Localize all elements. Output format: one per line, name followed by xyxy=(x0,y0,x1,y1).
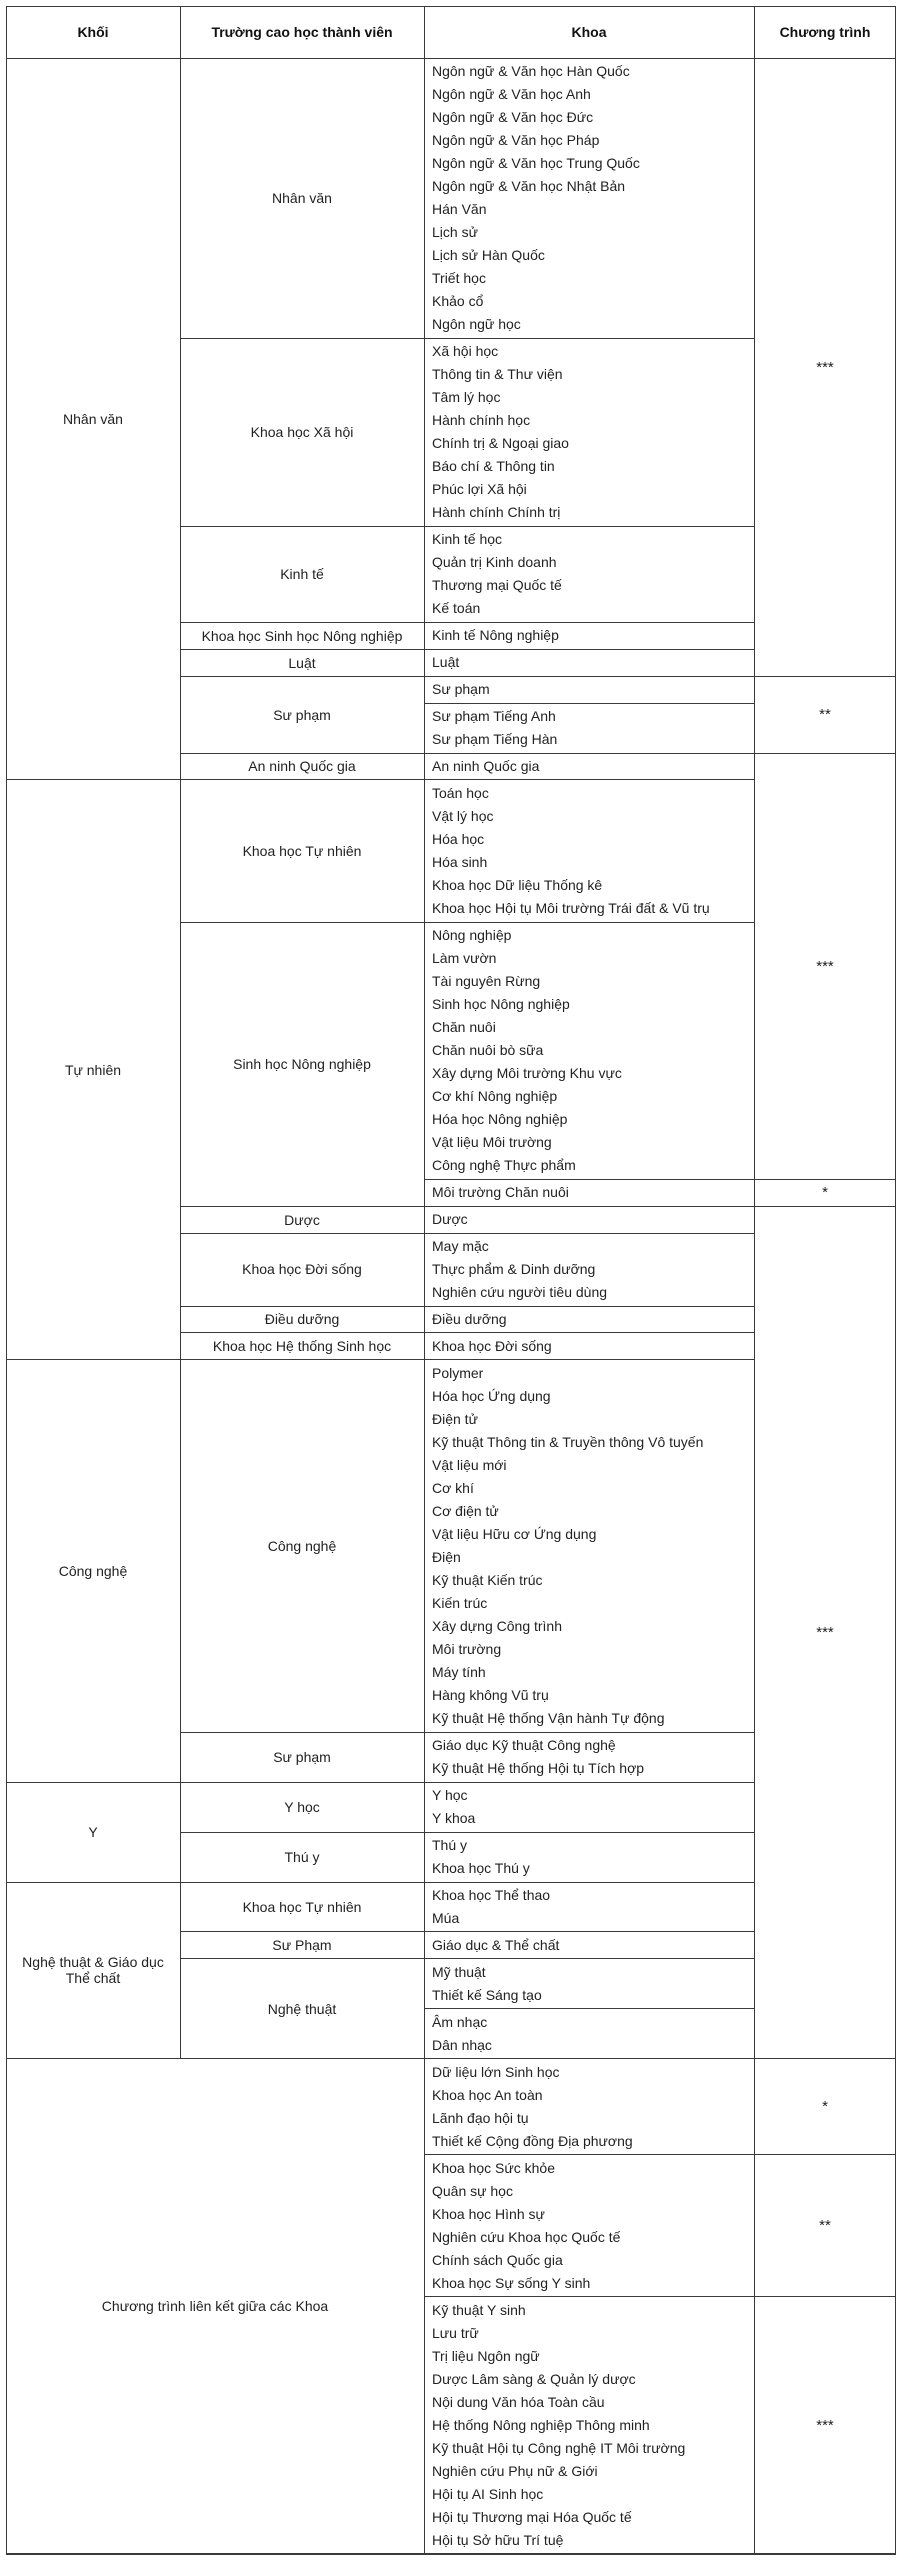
division-cell: Chương trình liên kết giữa các Khoa xyxy=(101,2298,329,2315)
department-item: Chính sách Quốc gia xyxy=(432,2251,563,2268)
department-item: Âm nhạc xyxy=(432,2013,488,2030)
program-cell: ** xyxy=(819,2217,831,2235)
department-item: Xây dựng Công trình xyxy=(432,1618,563,1635)
department-item: Hệ thống Nông nghiệp Thông minh xyxy=(432,2416,650,2433)
department-item: Dược Lâm sàng & Quản lý dược xyxy=(432,2370,636,2387)
department-item: Kinh tế Nông nghiệp xyxy=(432,627,559,644)
department-row-rule xyxy=(424,2008,754,2009)
department-item: Điện tử xyxy=(432,1410,478,1427)
department-row-rule xyxy=(424,1306,754,1307)
department-item: Kế toán xyxy=(432,600,481,617)
school-cell: Sư Phạm xyxy=(272,1937,332,1954)
department-item: Sư phạm Tiếng Hàn xyxy=(432,731,558,748)
department-item: Khoa học Đời sống xyxy=(432,1337,552,1354)
department-item: Thú y xyxy=(432,1837,468,1853)
school-cell: Sinh học Nông nghiệp xyxy=(233,1056,371,1073)
department-item: Chăn nuôi xyxy=(432,1019,496,1036)
program-cell: *** xyxy=(816,1623,834,1641)
department-item: Ngôn ngữ học xyxy=(432,316,521,333)
department-item: Kỹ thuật Y sinh xyxy=(432,2301,526,2318)
department-item: Ngôn ngữ & Văn học Pháp xyxy=(432,132,600,148)
department-item: Vật liệu Hữu cơ Ứng dụng xyxy=(432,1525,597,1542)
department-row-rule xyxy=(424,526,754,527)
department-item: Ngôn ngữ & Văn học Đức xyxy=(432,109,594,125)
department-item: Khoa học Thể thao xyxy=(432,1886,551,1903)
department-item: Múa xyxy=(432,1909,460,1926)
program-cell: *** xyxy=(816,358,834,376)
department-item: Hóa sinh xyxy=(432,853,488,870)
department-item: Khoa học Hội tụ Môi trường Trái đất & Vũ trụ xyxy=(432,900,710,916)
department-item: Ngôn ngữ & Văn học Hàn Quốc xyxy=(432,62,630,79)
department-item: Giáo dục Kỹ thuật Công nghệ xyxy=(432,1737,616,1754)
school-cell: Dược xyxy=(284,1211,320,1228)
header-khoa: Khoa xyxy=(571,24,607,40)
school-cell: Công nghệ xyxy=(267,1537,337,1554)
department-row-rule xyxy=(424,1882,754,1883)
department-item: Khoa học Sự sống Y sinh xyxy=(432,2274,591,2291)
division-cell: Tự nhiên xyxy=(64,1061,122,1078)
header-bottom-border xyxy=(6,58,896,59)
table-bottom-border xyxy=(6,2553,896,2554)
school-cell: Điều dưỡng xyxy=(264,1311,340,1328)
department-item: Hành chính học xyxy=(432,412,531,429)
table-left-border xyxy=(6,6,7,2554)
division-cell: Nhân văn xyxy=(63,410,123,427)
department-item: Cơ khí xyxy=(432,1479,474,1496)
department-row-rule xyxy=(424,338,754,339)
school-cell: Luật xyxy=(288,654,316,671)
school-cell: Khoa học Tự nhiên xyxy=(242,1898,362,1915)
department-item: Luật xyxy=(432,654,460,671)
school-cell: Thú y xyxy=(284,1849,320,1865)
department-item: Y khoa xyxy=(432,1810,476,1827)
department-item: Máy tính xyxy=(432,1664,486,1681)
department-item: Quản trị Kinh doanh xyxy=(432,554,557,571)
department-item: Kỹ thuật Kiến trúc xyxy=(432,1572,543,1588)
school-cell: Khoa học Xã hội xyxy=(250,424,354,441)
department-row-rule xyxy=(424,779,754,780)
school-cell: An ninh Quốc gia xyxy=(248,758,356,775)
school-cell: Khoa học Tự nhiên xyxy=(242,842,362,859)
department-item: Hội tụ AI Sinh học xyxy=(432,2485,544,2502)
department-item: Y học xyxy=(432,1787,468,1804)
department-row-rule xyxy=(424,753,754,754)
department-row-rule xyxy=(424,1958,754,1959)
department-item: Trị liệu Ngôn ngữ xyxy=(432,2347,540,2364)
department-item: Điều dưỡng xyxy=(432,1310,507,1327)
department-item: May mặc xyxy=(432,1237,489,1254)
department-item: Môi trường Chăn nuôi xyxy=(432,1184,569,1201)
department-item: Kỹ thuật Hệ thống Vận hành Tự động xyxy=(432,1710,665,1727)
school-cell: Sư phạm xyxy=(273,1749,331,1766)
department-item: Khoa học Sức khỏe xyxy=(432,2159,556,2176)
department-item: Sinh học Nông nghiệp xyxy=(432,996,570,1012)
department-item: Hóa học xyxy=(432,830,485,847)
department-item: Giáo dục & Thể chất xyxy=(432,1936,560,1953)
school-cell: Y học xyxy=(284,1799,320,1816)
department-item: Quân sự học xyxy=(432,2182,513,2199)
department-item: Kỹ thuật Hội tụ Công nghệ IT Môi trường xyxy=(432,2439,686,2456)
department-item: Hóa học Nông nghiệp xyxy=(432,1111,568,1128)
program-cell: * xyxy=(822,1184,828,1202)
department-item: Công nghệ Thực phẩm xyxy=(432,1157,576,1174)
department-item: Cơ khí Nông nghiệp xyxy=(432,1088,558,1105)
program-cell: *** xyxy=(816,957,834,975)
program-cell: *** xyxy=(816,2416,834,2434)
department-item: An ninh Quốc gia xyxy=(432,757,540,774)
department-row-rule xyxy=(424,676,754,677)
department-item: Dữ liệu lớn Sinh học xyxy=(432,2063,560,2080)
department-item: Nghiên cứu người tiêu dùng xyxy=(432,1284,608,1300)
department-item: Thiết kế Sáng tạo xyxy=(432,1986,542,2003)
division-cell: Công nghệ xyxy=(58,1562,128,1579)
department-row-rule xyxy=(424,1931,754,1932)
department-item: Ngôn ngữ & Văn học Trung Quốc xyxy=(432,155,640,172)
department-item: Lịch sử Hàn Quốc xyxy=(432,247,545,264)
department-row-rule xyxy=(424,703,754,704)
department-row-rule xyxy=(424,649,754,650)
department-item: Ngôn ngữ & Văn học Anh xyxy=(432,85,591,102)
school-cell: Kinh tế xyxy=(280,566,324,583)
program-cell: ** xyxy=(819,706,831,724)
column-rule-khoa xyxy=(754,6,755,2554)
department-item: Hàng không Vũ trụ xyxy=(432,1687,549,1704)
department-row-rule xyxy=(424,2296,754,2297)
department-item: Điện xyxy=(432,1549,461,1565)
department-row-rule xyxy=(424,1233,754,1234)
department-item: Triết học xyxy=(432,270,486,287)
department-item: Thông tin & Thư viện xyxy=(432,366,563,383)
header-truong: Trường cao học thành viên xyxy=(211,24,393,40)
school-cell: Sư phạm xyxy=(273,706,331,723)
department-item: Lưu trữ xyxy=(432,2324,479,2341)
department-item: Polymer xyxy=(432,1364,484,1381)
department-item: Hội tụ Sở hữu Trí tuệ xyxy=(432,2532,564,2548)
program-cell: * xyxy=(822,2098,828,2116)
department-item: Kinh tế học xyxy=(432,531,503,548)
department-item: Hóa học Ứng dụng xyxy=(432,1387,551,1404)
department-item: Lãnh đạo hội tụ xyxy=(432,2109,529,2126)
department-item: Nghiên cứu Khoa học Quốc tế xyxy=(432,2228,621,2245)
department-item: Báo chí & Thông tin xyxy=(432,458,555,475)
department-row-rule xyxy=(424,1206,754,1207)
department-row-rule xyxy=(424,1782,754,1783)
department-item: Kỹ thuật Thông tin & Truyền thông Vô tuyến xyxy=(432,1433,704,1450)
department-item: Phúc lợi Xã hội xyxy=(432,481,527,498)
department-row-rule xyxy=(424,1332,754,1333)
header-khoi: Khối xyxy=(77,24,109,40)
department-item: Làm vườn xyxy=(432,949,497,966)
department-item: Kỹ thuật Hệ thống Hội tụ Tích hợp xyxy=(432,1760,645,1777)
division-cell: Nghệ thuật & Giáo dục Thể chất xyxy=(22,1954,164,1987)
department-item: Cơ điện tử xyxy=(432,1502,499,1519)
department-item: Nông nghiệp xyxy=(432,926,512,943)
department-item: Kiến trúc xyxy=(432,1595,488,1612)
division-cell: Y xyxy=(88,1824,98,1841)
school-cell: Khoa học Sinh học Nông nghiệp xyxy=(201,627,403,644)
department-item: Vật lý học xyxy=(432,807,494,824)
department-item: Tâm lý học xyxy=(432,389,501,406)
department-item: Sư phạm Tiếng Anh xyxy=(432,708,556,724)
department-item: Xây dựng Môi trường Khu vực xyxy=(432,1065,622,1082)
department-item: Hành chính Chính trị xyxy=(432,504,561,521)
department-item: Vật liệu mới xyxy=(432,1456,507,1473)
department-item: Chính trị & Ngoại giao xyxy=(432,435,569,452)
department-item: Toán học xyxy=(432,784,489,801)
department-item: Nghiên cứu Phụ nữ & Giới xyxy=(432,2462,598,2479)
header-chuong-trinh: Chương trình xyxy=(779,24,871,40)
department-item: Chăn nuôi bò sữa xyxy=(432,1042,544,1059)
department-item: Thiết kế Cộng đồng Địa phương xyxy=(432,2132,633,2149)
department-row-rule xyxy=(424,922,754,923)
department-item: Dược xyxy=(432,1211,468,1228)
department-item: Xã hội học xyxy=(432,343,499,360)
school-cell: Khoa học Hệ thống Sinh học xyxy=(212,1338,392,1355)
department-item: Khoa học Hình sự xyxy=(432,2205,545,2222)
school-cell: Khoa học Đời sống xyxy=(242,1261,362,1278)
department-item: Tài nguyên Rừng xyxy=(432,973,541,989)
department-item: Hội tụ Thương mại Hóa Quốc tế xyxy=(432,2509,632,2525)
department-item: Khảo cổ xyxy=(432,293,484,310)
department-item: Môi trường xyxy=(432,1641,502,1658)
department-item: Khoa học An toàn xyxy=(432,2086,543,2103)
department-item: Lịch sử xyxy=(432,224,478,241)
department-row-rule xyxy=(424,1179,754,1180)
school-cell: Nhân văn xyxy=(272,190,332,207)
department-row-rule xyxy=(424,1832,754,1833)
department-item: Thực phẩm & Dinh dưỡng xyxy=(432,1261,596,1277)
column-rule-truong xyxy=(424,6,425,2554)
department-item: Ngôn ngữ & Văn học Nhật Bản xyxy=(432,178,626,195)
department-item: Hán Văn xyxy=(432,201,487,218)
department-item: Thương mại Quốc tế xyxy=(432,577,562,594)
department-item: Vật liệu Môi trường xyxy=(432,1134,552,1151)
department-item: Mỹ thuật xyxy=(432,1963,486,1980)
department-row-rule xyxy=(424,1732,754,1733)
column-rule-khoi xyxy=(180,6,181,2059)
department-item: Khoa học Thú y xyxy=(432,1860,530,1876)
department-item: Khoa học Dữ liệu Thống kê xyxy=(432,877,603,893)
department-item: Nội dung Văn hóa Toàn cầu xyxy=(432,2393,605,2410)
department-row-rule xyxy=(424,1359,754,1360)
table-right-border xyxy=(895,6,896,2554)
department-item: Sư phạm xyxy=(432,681,490,698)
school-cell: Nghệ thuật xyxy=(267,2000,337,2017)
department-item: Dân nhạc xyxy=(432,2036,492,2053)
department-row-rule xyxy=(424,2154,754,2155)
department-row-rule xyxy=(424,622,754,623)
table-top-border xyxy=(6,6,896,7)
department-row-rule xyxy=(424,2058,754,2059)
